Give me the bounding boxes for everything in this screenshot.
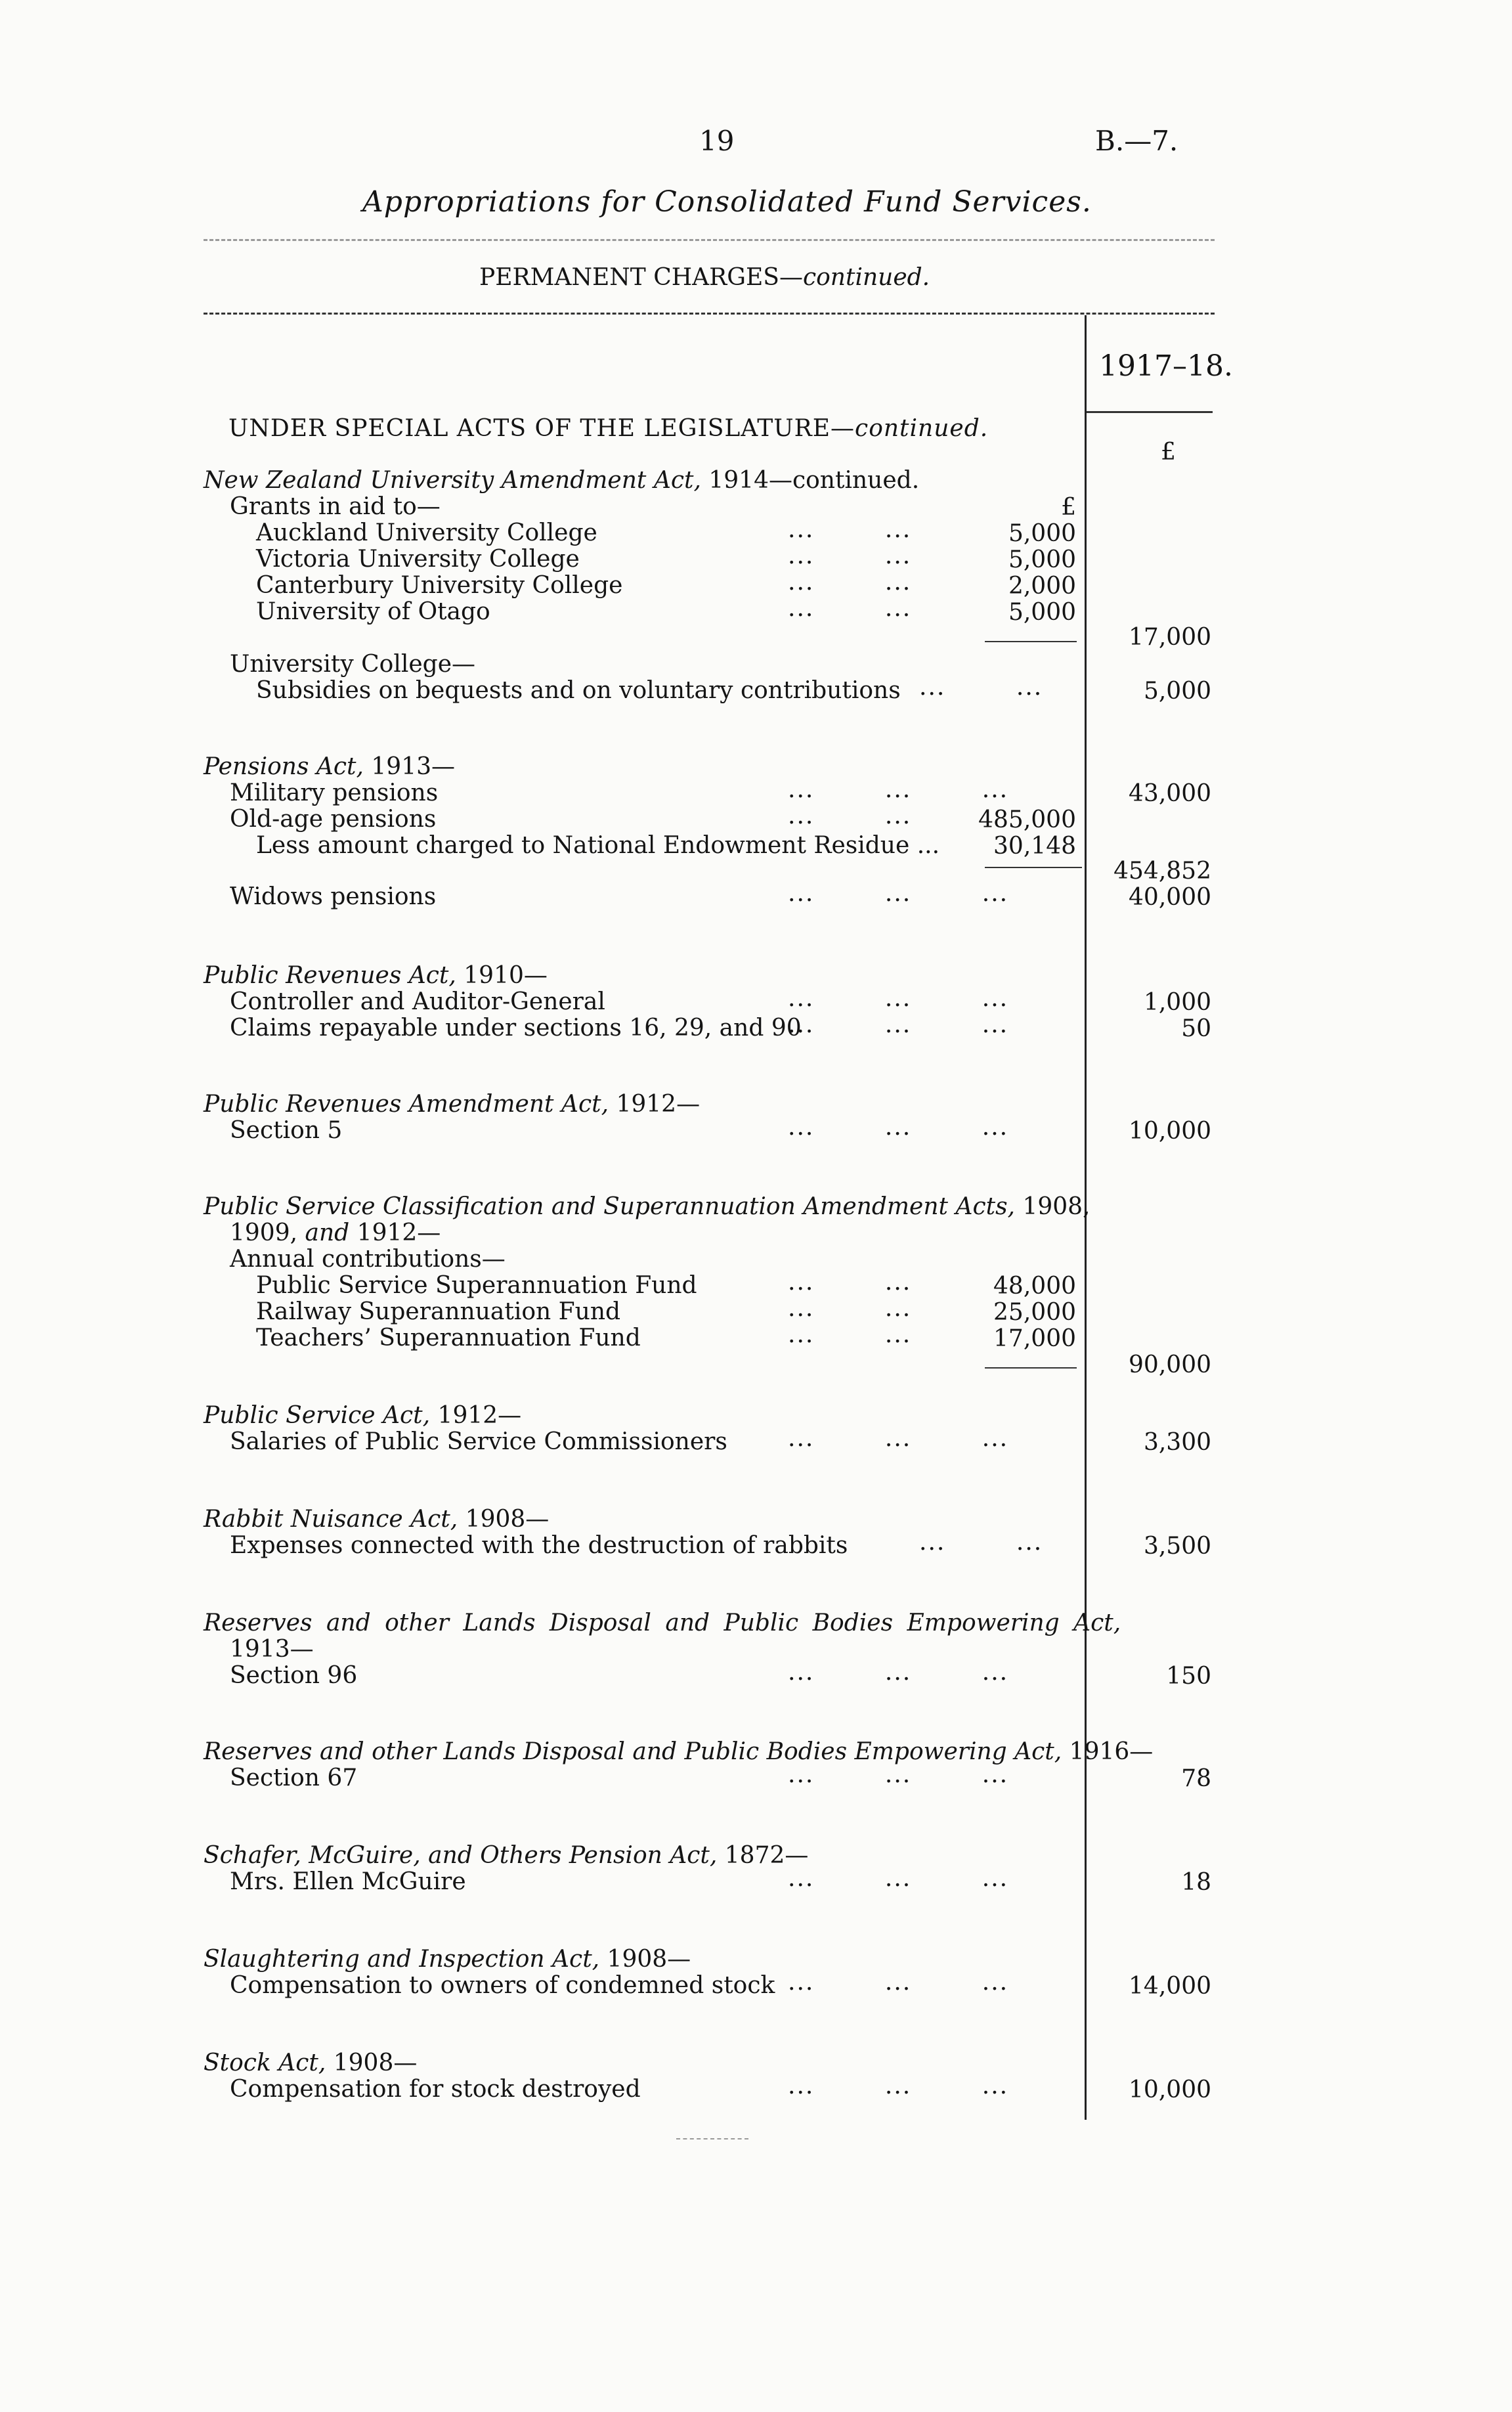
act-title-rev-amend <box>204 1091 700 1118</box>
bottom-rule <box>676 2138 748 2139</box>
act-title-revenues-rest: 1910— <box>456 962 548 989</box>
fund-label: Railway Superannuation Fund <box>256 1298 621 1325</box>
section-heading-main: UNDER SPECIAL ACTS OF THE LEGISLATURE— <box>228 415 855 442</box>
act-title-reserves1913: Reserves and other Lands Disposal and Public Bodies Empowering Act, <box>204 1610 1121 1636</box>
subtotal-rule <box>985 1367 1077 1369</box>
row-total: 17,000 <box>1129 624 1211 651</box>
leader-dots: ... ... ... <box>788 1114 1009 1141</box>
act-year: 1913— <box>230 1636 314 1663</box>
act-title-schafer-italic: Schafer, McGuire, and Others Pension Act, <box>204 1842 718 1869</box>
grant-label: Victoria University College <box>256 546 580 573</box>
row-total: 454,852 <box>1113 858 1211 885</box>
act-title-slaughter <box>204 1946 691 1973</box>
act-title-rabbit-italic: Rabbit Nuisance Act, <box>204 1506 458 1533</box>
year-header: 1917–18. <box>1099 349 1233 383</box>
grant-amount: 2,000 <box>1008 573 1076 600</box>
military-label: Military pensions <box>230 779 439 806</box>
title-divider <box>204 239 1215 241</box>
row-total: 150 <box>1166 1663 1211 1690</box>
grants-heading: Grants in aid to— <box>230 493 441 520</box>
leader-dots: ... ... ... <box>788 880 1009 907</box>
leader-dots: ... ... <box>919 1529 1043 1556</box>
grant-amount: 5,000 <box>1008 520 1076 547</box>
row-total: 10,000 <box>1129 2076 1211 2103</box>
row-total: 1,000 <box>1143 989 1211 1016</box>
act-title-nzu-italic: New Zealand University Amendment Act, <box>204 467 701 494</box>
oldage-label: Old-age pensions <box>230 806 437 833</box>
act-title-rev-amend-rest: 1912— <box>609 1091 701 1118</box>
oldage-amount: 485,000 <box>978 806 1076 833</box>
page-number: 19 <box>699 125 735 157</box>
row-total: 78 <box>1181 1765 1211 1792</box>
document-reference: B.—7. <box>1095 125 1178 157</box>
row-total: 40,000 <box>1129 884 1211 911</box>
compensation-label: Compensation to owners of condemned stock <box>230 1972 775 1999</box>
act-title-service-class-rest: 1908, <box>1015 1193 1091 1220</box>
controller-label: Controller and Auditor-General <box>230 988 605 1015</box>
act-title-pensions-italic: Pensions Act, <box>204 753 364 780</box>
subtotal-rule <box>985 641 1077 642</box>
act-title-rev-amend-italic: Public Revenues Amendment Act, <box>204 1091 609 1118</box>
salaries-label: Salaries of Public Service Commissioners <box>230 1428 727 1455</box>
leader-dots: ... ... <box>788 802 912 829</box>
leader-dots: ... ... ... <box>788 1761 1009 1788</box>
act-title-service-class-line2 <box>230 1220 441 1246</box>
act-title-schafer-rest: 1872— <box>717 1842 809 1869</box>
section-label: Section 5 <box>230 1117 343 1144</box>
annual-heading: Annual contributions— <box>230 1246 506 1273</box>
section-heading-continued: continued. <box>855 415 989 442</box>
fund-amount: 17,000 <box>993 1325 1076 1352</box>
act-title-stock <box>204 2050 417 2076</box>
college-heading: University College— <box>230 651 476 678</box>
grant-label: Canterbury University College <box>256 572 623 599</box>
leader-dots: ... ... ... <box>788 985 1009 1012</box>
section-label: Section 67 <box>230 1765 358 1791</box>
subsidies-label: Subsidies on bequests and on voluntary contributions <box>256 677 901 704</box>
grant-label: Auckland University College <box>256 519 597 546</box>
compensation-label: Compensation for stock destroyed <box>230 2076 641 2103</box>
act-title-slaughter-rest: 1908— <box>599 1946 691 1973</box>
leader-dots: ... ... ... <box>788 776 1009 803</box>
section-heading <box>228 415 988 442</box>
leader-dots: ... ... <box>788 1269 912 1296</box>
act-title-service-class-italic: Public Service Classification and Superannuation Amendment Acts, <box>204 1193 1015 1220</box>
leader-dots: ... ... <box>788 542 912 569</box>
leader-dots: ... ... ... <box>788 1659 1009 1686</box>
row-total: 50 <box>1181 1015 1211 1042</box>
act-title-nzu <box>204 468 919 494</box>
grant-amount: 5,000 <box>1008 546 1076 573</box>
claims-label: Claims repayable under sections 16, 29, and 90 <box>230 1015 802 1042</box>
leader-dots: ... ... ... <box>788 1865 1009 1892</box>
act-title-service <box>204 1403 521 1429</box>
fund-amount: 48,000 <box>993 1273 1076 1300</box>
fund-label: Public Service Superannuation Fund <box>256 1272 697 1299</box>
line2-part: 1912— <box>349 1219 441 1246</box>
act-title-reserves1916 <box>204 1739 1153 1765</box>
act-title-rabbit <box>204 1506 549 1533</box>
act-title-reserves1916-italic: Reserves and other Lands Disposal and Public Bodies Empowering Act, <box>204 1738 1062 1765</box>
act-title-slaughter-italic: Slaughtering and Inspection Act, <box>204 1946 600 1973</box>
person-label: Mrs. Ellen McGuire <box>230 1868 466 1895</box>
leader-dots: ... ... <box>788 1321 912 1348</box>
less-amount: 30,148 <box>993 833 1076 860</box>
act-title-service-italic: Public Service Act, <box>204 1402 431 1429</box>
row-total: 10,000 <box>1129 1118 1211 1145</box>
line2-part: 1909, <box>230 1219 305 1246</box>
row-total: 14,000 <box>1129 1973 1211 2000</box>
leader-dots: ... ... ... <box>788 1011 1009 1038</box>
year-header-underline <box>1087 411 1213 413</box>
fund-label: Teachers’ Superannuation Fund <box>256 1325 641 1351</box>
row-total: 43,000 <box>1129 780 1211 807</box>
line2-part: and <box>305 1219 350 1246</box>
leader-dots: ... ... <box>788 595 912 622</box>
act-title-revenues <box>204 963 548 989</box>
expenses-label: Expenses connected with the destruction of rabbits <box>230 1532 848 1559</box>
act-title-service-class <box>204 1194 1091 1220</box>
section-subtitle <box>479 264 930 291</box>
sub-currency: £ <box>1061 494 1076 521</box>
leader-dots: ... ... <box>788 569 912 596</box>
leader-dots: ... ... <box>788 516 912 543</box>
subtitle-main: PERMANENT CHARGES— <box>479 264 803 291</box>
act-title-service-rest: 1912— <box>430 1402 522 1429</box>
widows-label: Widows pensions <box>230 883 437 910</box>
grant-label: University of Otago <box>256 598 490 625</box>
leader-dots: ... ... ... <box>788 2072 1009 2099</box>
act-title-stock-rest: 1908— <box>326 2050 418 2076</box>
act-title-schafer <box>204 1843 808 1869</box>
section-label: Section 96 <box>230 1662 358 1689</box>
grant-amount: 5,000 <box>1008 599 1076 626</box>
act-title-revenues-italic: Public Revenues Act, <box>204 962 456 989</box>
subtitle-continued: continued. <box>802 264 930 291</box>
leader-dots: ... ... <box>919 674 1043 701</box>
table-top-rule <box>204 313 1215 315</box>
less-label: Less amount charged to National Endowment Residue ... <box>256 832 940 859</box>
act-title-rabbit-rest: 1908— <box>458 1506 550 1533</box>
leader-dots: ... ... ... <box>788 1425 1009 1452</box>
act-title-stock-italic: Stock Act, <box>204 2050 326 2076</box>
fund-amount: 25,000 <box>993 1299 1076 1326</box>
row-total: 3,500 <box>1143 1533 1211 1560</box>
act-title-pensions <box>204 754 455 780</box>
act-title-reserves1916-rest: 1916— <box>1062 1738 1154 1765</box>
row-total: 90,000 <box>1129 1351 1211 1378</box>
leader-dots: ... ... <box>788 1295 912 1322</box>
subtotal-rule <box>985 867 1082 868</box>
row-total: 3,300 <box>1143 1429 1211 1456</box>
act-title-nzu-rest: 1914—continued. <box>701 467 920 494</box>
page-title: Appropriations for Consolidated Fund Services. <box>362 185 1092 219</box>
total-currency: £ <box>1161 439 1176 466</box>
row-total: 18 <box>1181 1869 1211 1896</box>
leader-dots: ... ... ... <box>788 1969 1009 1996</box>
row-total: 5,000 <box>1143 678 1211 705</box>
act-title-pensions-rest: 1913— <box>363 753 455 780</box>
